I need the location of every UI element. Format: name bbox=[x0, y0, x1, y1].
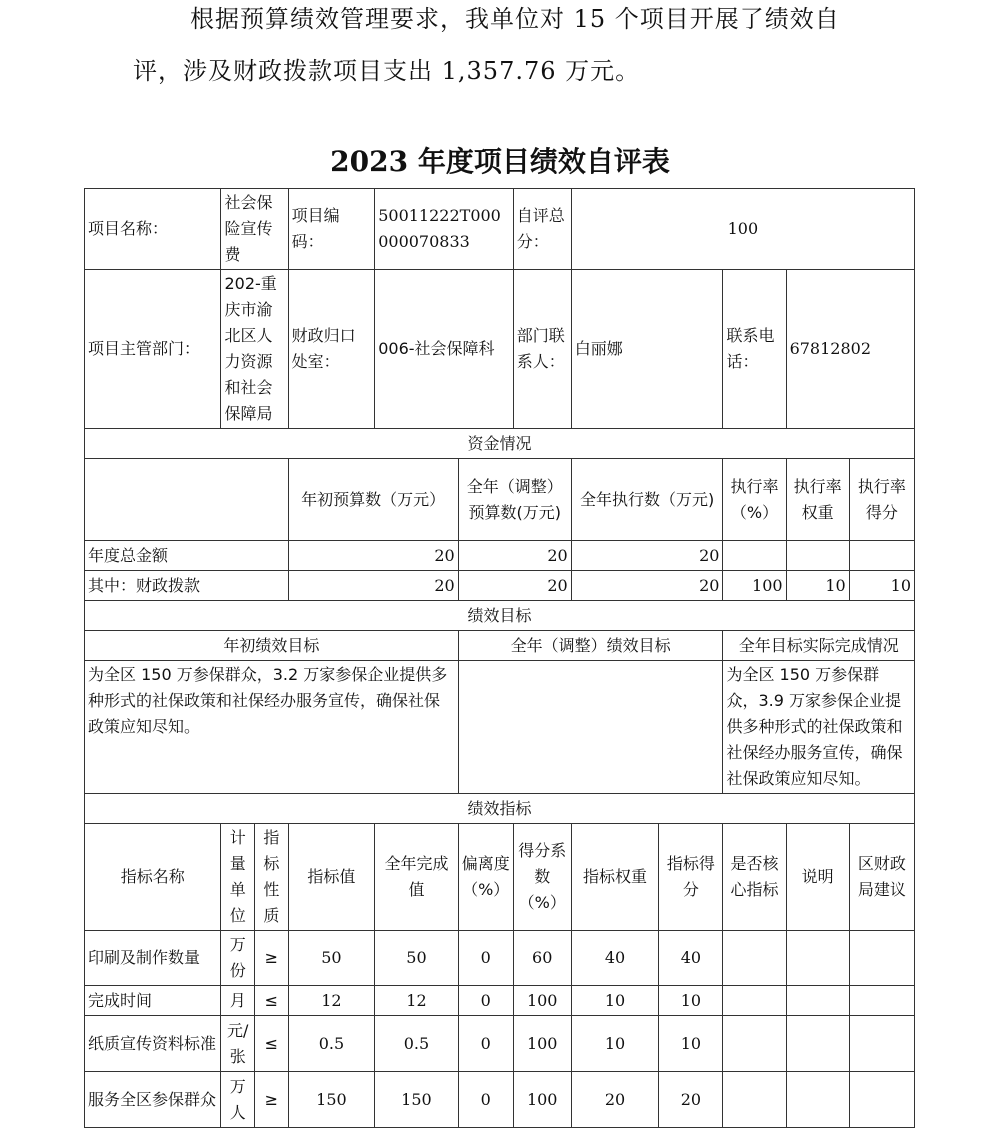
ind-cell: ≥ bbox=[255, 1072, 289, 1128]
funds-cell: 100 bbox=[723, 571, 786, 601]
ind-cell: 100 bbox=[513, 1016, 571, 1072]
indicator-row bbox=[85, 986, 915, 1016]
ind-cell bbox=[786, 931, 849, 986]
project-code: 50011222T000000070833 bbox=[375, 189, 514, 270]
ind-cell: 0.5 bbox=[375, 1016, 459, 1072]
ind-cell bbox=[723, 986, 786, 1016]
self-evaluation-table bbox=[84, 188, 915, 1128]
project-code-label: 项目编码： bbox=[288, 189, 375, 270]
ind-cell: 0 bbox=[458, 986, 513, 1016]
funds-row-label: 年度总金额 bbox=[85, 541, 289, 571]
funds-header-blank bbox=[85, 459, 289, 541]
goals-header-initial: 年初绩效目标 bbox=[85, 631, 459, 661]
funds-header-rate: 执行率（%） bbox=[723, 459, 786, 541]
ind-cell bbox=[723, 931, 786, 986]
ind-cell: 万份 bbox=[221, 931, 255, 986]
ind-cell: 月 bbox=[221, 986, 255, 1016]
dept-name: 202-重庆市渝北区人力资源和社会保障局 bbox=[221, 270, 288, 429]
funds-header-row bbox=[85, 459, 915, 541]
funds-cell: 20 bbox=[458, 541, 571, 571]
goals-header-adjusted: 全年（调整）绩效目标 bbox=[458, 631, 723, 661]
ind-header: 指标性质 bbox=[255, 824, 289, 931]
funds-header-weight: 执行率权重 bbox=[786, 459, 849, 541]
funds-row-fiscal bbox=[85, 571, 915, 601]
finance-office: 006-社会保障科 bbox=[375, 270, 514, 429]
ind-header: 偏离度（%） bbox=[458, 824, 513, 931]
intro-line-1: 根据预算绩效管理要求，我单位对 15 个项目开展了绩效自 bbox=[190, 5, 840, 33]
funds-cell bbox=[849, 541, 914, 571]
funds-cell bbox=[786, 541, 849, 571]
ind-cell: 100 bbox=[513, 1072, 571, 1128]
ind-header: 区财政局建议 bbox=[849, 824, 914, 931]
ind-header: 是否核心指标 bbox=[723, 824, 786, 931]
funds-section-header: 资金情况 bbox=[85, 429, 915, 459]
ind-header: 说明 bbox=[786, 824, 849, 931]
project-row bbox=[85, 189, 915, 270]
ind-header: 指标得分 bbox=[659, 824, 723, 931]
indicator-row bbox=[85, 931, 915, 986]
ind-cell: 10 bbox=[659, 986, 723, 1016]
ind-header: 全年完成值 bbox=[375, 824, 459, 931]
ind-header: 计量单位 bbox=[221, 824, 255, 931]
contact-phone: 67812802 bbox=[786, 270, 914, 429]
funds-cell: 20 bbox=[288, 541, 458, 571]
goals-row bbox=[85, 661, 915, 794]
ind-cell bbox=[786, 986, 849, 1016]
ind-cell: 万人 bbox=[221, 1072, 255, 1128]
funds-header-score: 执行率得分 bbox=[849, 459, 914, 541]
ind-cell: 服务全区参保群众 bbox=[85, 1072, 221, 1128]
ind-cell: ≤ bbox=[255, 986, 289, 1016]
ind-cell bbox=[723, 1072, 786, 1128]
funds-cell: 20 bbox=[571, 541, 723, 571]
funds-cell: 20 bbox=[458, 571, 571, 601]
ind-cell bbox=[849, 1016, 914, 1072]
department-row bbox=[85, 270, 915, 429]
project-name-label: 项目名称： bbox=[85, 189, 221, 270]
funds-header-adjusted: 全年（调整）预算数(万元) bbox=[458, 459, 571, 541]
ind-cell: 60 bbox=[513, 931, 571, 986]
funds-header-executed: 全年执行数（万元) bbox=[571, 459, 723, 541]
goals-header-actual: 全年目标实际完成情况 bbox=[723, 631, 915, 661]
funds-header-initial: 年初预算数（万元） bbox=[288, 459, 458, 541]
goals-header-row bbox=[85, 631, 915, 661]
ind-cell bbox=[786, 1072, 849, 1128]
ind-cell: 100 bbox=[513, 986, 571, 1016]
ind-cell: 20 bbox=[659, 1072, 723, 1128]
funds-cell: 20 bbox=[571, 571, 723, 601]
score-label: 自评总分： bbox=[513, 189, 571, 270]
phone-label: 联系电话： bbox=[723, 270, 786, 429]
ind-cell: ≥ bbox=[255, 931, 289, 986]
ind-cell: 50 bbox=[375, 931, 459, 986]
ind-cell: ≤ bbox=[255, 1016, 289, 1072]
goals-section-header: 绩效目标 bbox=[85, 601, 915, 631]
ind-header: 指标权重 bbox=[571, 824, 659, 931]
funds-row-total bbox=[85, 541, 915, 571]
ind-cell bbox=[849, 931, 914, 986]
ind-cell: 12 bbox=[375, 986, 459, 1016]
indicator-row bbox=[85, 1072, 915, 1128]
ind-cell: 40 bbox=[571, 931, 659, 986]
ind-cell: 12 bbox=[288, 986, 375, 1016]
funds-cell bbox=[723, 541, 786, 571]
indicators-section-header: 绩效指标 bbox=[85, 794, 915, 824]
page-title: 2023 年度项目绩效自评表 bbox=[330, 145, 670, 178]
ind-cell bbox=[723, 1016, 786, 1072]
intro-line-2: 评，涉及财政拨款项目支出 1,357.76 万元。 bbox=[133, 57, 641, 85]
goal-adjusted bbox=[458, 661, 723, 794]
funds-cell: 10 bbox=[786, 571, 849, 601]
ind-cell: 10 bbox=[571, 986, 659, 1016]
funds-cell: 10 bbox=[849, 571, 914, 601]
contact-person: 白丽娜 bbox=[571, 270, 723, 429]
ind-cell: 元/张 bbox=[221, 1016, 255, 1072]
ind-cell: 印刷及制作数量 bbox=[85, 931, 221, 986]
project-name: 社会保险宣传费 bbox=[221, 189, 288, 270]
ind-cell: 0 bbox=[458, 1016, 513, 1072]
ind-cell: 50 bbox=[288, 931, 375, 986]
funds-cell: 20 bbox=[288, 571, 458, 601]
ind-cell: 150 bbox=[375, 1072, 459, 1128]
ind-cell: 0 bbox=[458, 931, 513, 986]
contact-label: 部门联系人： bbox=[513, 270, 571, 429]
ind-cell: 完成时间 bbox=[85, 986, 221, 1016]
indicator-row bbox=[85, 1016, 915, 1072]
ind-cell bbox=[849, 986, 914, 1016]
finance-office-label: 财政归口处室： bbox=[288, 270, 375, 429]
goal-initial: 为全区 150 万参保群众，3.2 万家参保企业提供多种形式的社保政策和社保经办服务宣传，确保社保政策应知尽知。 bbox=[85, 661, 459, 794]
ind-cell bbox=[786, 1016, 849, 1072]
ind-cell: 纸质宣传资料标准 bbox=[85, 1016, 221, 1072]
ind-cell: 40 bbox=[659, 931, 723, 986]
ind-cell bbox=[849, 1072, 914, 1128]
ind-cell: 10 bbox=[659, 1016, 723, 1072]
ind-cell: 0.5 bbox=[288, 1016, 375, 1072]
ind-header: 指标名称 bbox=[85, 824, 221, 931]
goal-actual: 为全区 150 万参保群众，3.9 万家参保企业提供多种形式的社保政策和社保经办服务宣传，确保社保政策应知尽知。 bbox=[723, 661, 915, 794]
ind-cell: 10 bbox=[571, 1016, 659, 1072]
ind-header: 得分系数（%） bbox=[513, 824, 571, 931]
funds-row-label: 其中：财政拨款 bbox=[85, 571, 289, 601]
dept-label: 项目主管部门： bbox=[85, 270, 221, 429]
ind-header: 指标值 bbox=[288, 824, 375, 931]
self-score: 100 bbox=[571, 189, 914, 270]
indicators-header-row bbox=[85, 824, 915, 931]
ind-cell: 0 bbox=[458, 1072, 513, 1128]
ind-cell: 150 bbox=[288, 1072, 375, 1128]
ind-cell: 20 bbox=[571, 1072, 659, 1128]
